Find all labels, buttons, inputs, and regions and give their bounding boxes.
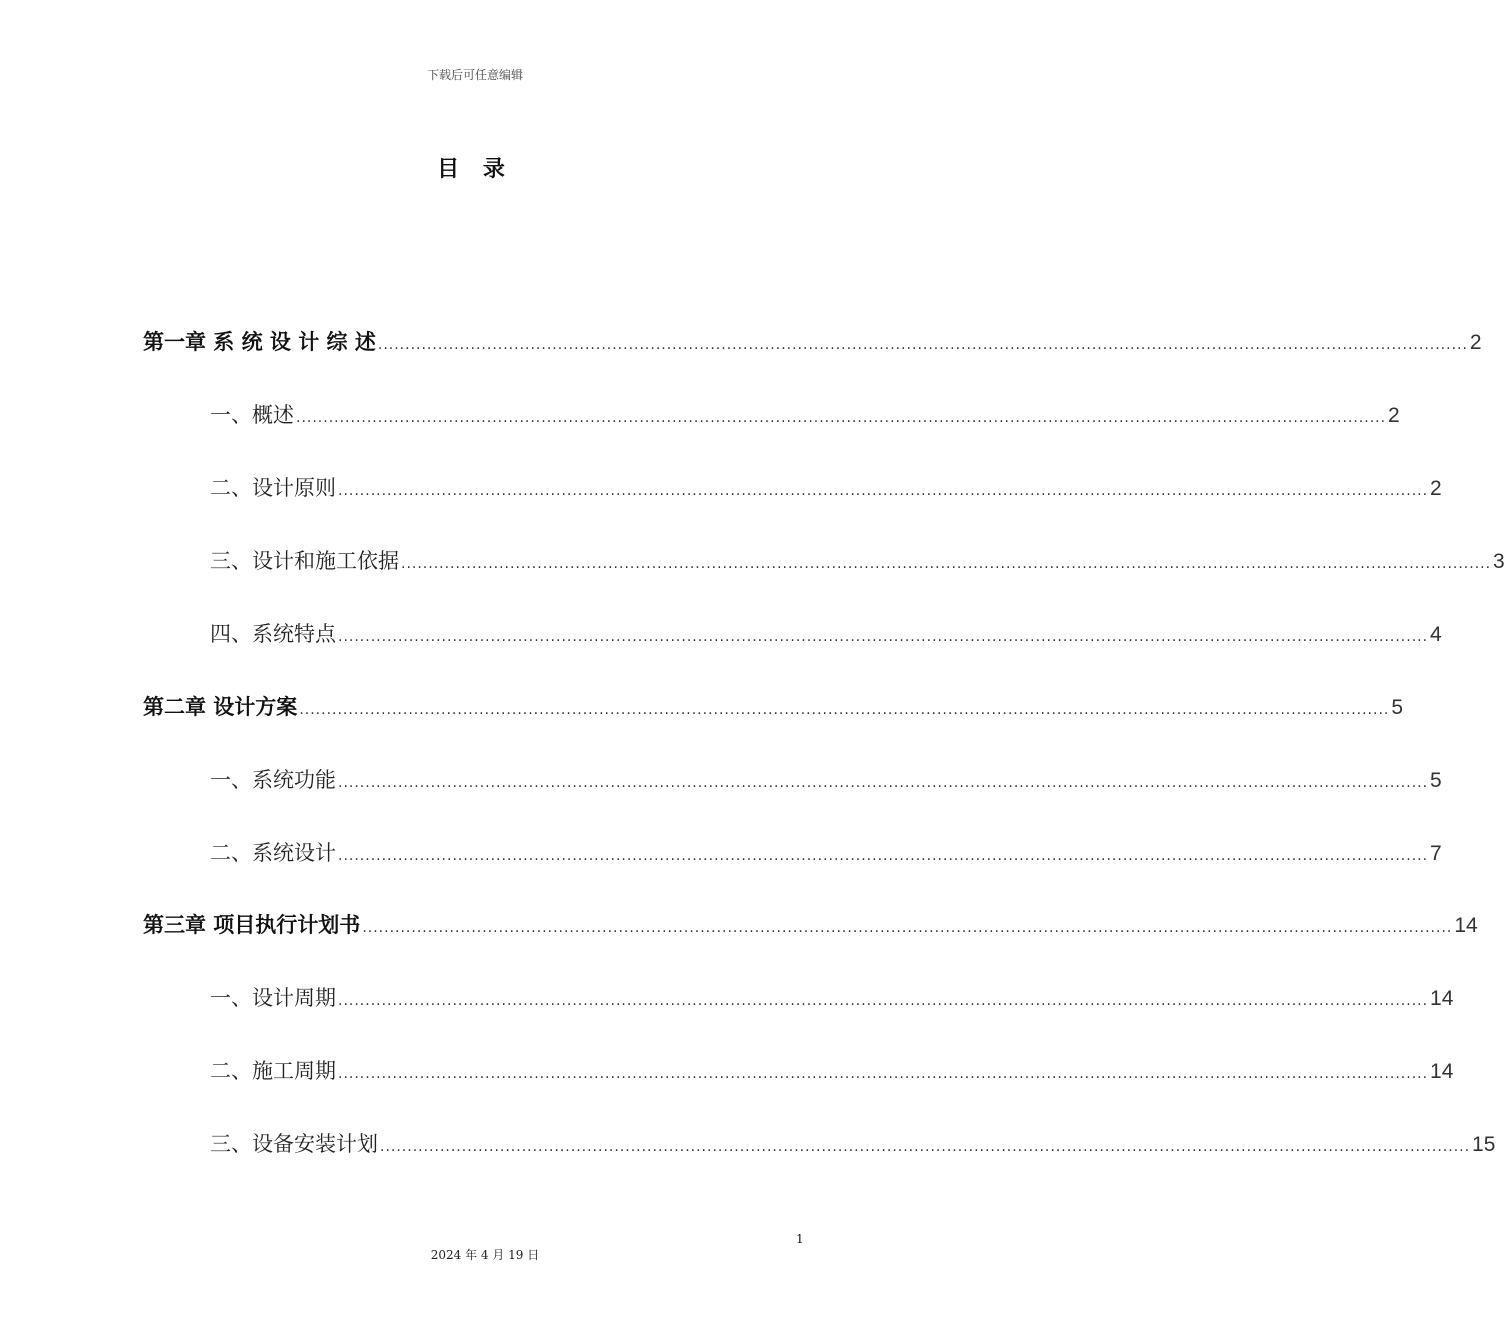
toc-entry-label: 第一章 系 统 设 计 综 述: [143, 330, 376, 354]
toc-entry-page: 3: [1493, 550, 1505, 573]
toc-entry-page: 15: [1472, 1133, 1496, 1156]
dot-leader: ........................................................................................................................................................................................................: [362, 920, 1453, 936]
toc-entry-page: 4: [1430, 623, 1442, 646]
dot-leader: ........................................................................................................................................................................................................: [338, 629, 1429, 645]
toc-entry-label: 二、设计原则: [210, 476, 336, 500]
toc-entry-label: 一、概述: [210, 403, 294, 427]
footer-date: 2024 年 4 月 19 日: [430, 1248, 540, 1262]
toc-entry-page: 2: [1469, 331, 1482, 354]
dot-leader: ........................................................................................................................................................................................................: [380, 1139, 1471, 1155]
toc-entry-label: 二、系统设计: [210, 841, 336, 865]
toc-entry-label: 三、设备安装计划: [210, 1132, 378, 1156]
toc-entry-section[interactable]: [210, 1124, 1496, 1164]
toc-entry-chapter-3[interactable]: [143, 905, 1478, 945]
toc-entry-page: 14: [1454, 914, 1478, 937]
dot-leader: ........................................................................................................................................................................................................: [296, 410, 1387, 426]
dot-leader: ........................................................................................................................................................................................................: [401, 556, 1492, 572]
toc-entry-section[interactable]: [210, 760, 1442, 800]
toc-entry-section[interactable]: [210, 833, 1442, 873]
toc-entry-page: 5: [1391, 696, 1404, 719]
toc-entry-label: 一、设计周期: [210, 986, 336, 1010]
toc-entry-section[interactable]: [210, 978, 1454, 1018]
toc-entry-section[interactable]: [210, 395, 1400, 435]
dot-leader: ........................................................................................................................................................................................................: [338, 483, 1429, 499]
toc-entry-page: 7: [1430, 842, 1442, 865]
toc-entry-section[interactable]: [210, 614, 1442, 654]
toc-entry-page: 14: [1430, 1060, 1454, 1083]
page-number: 1: [796, 1232, 804, 1246]
toc-entry-chapter-1[interactable]: [143, 322, 1482, 362]
dot-leader: ........................................................................................................................................................................................................: [338, 775, 1429, 791]
toc-entry-section[interactable]: [210, 1051, 1454, 1091]
toc-entry-label: 四、系统特点: [210, 622, 336, 646]
toc-entry-page: 5: [1430, 769, 1442, 792]
dot-leader: ........................................................................................................................................................................................................: [338, 848, 1429, 864]
toc-entry-page: 14: [1430, 987, 1454, 1010]
toc-entry-label: 第二章 设计方案: [143, 695, 298, 719]
toc-entry-chapter-2[interactable]: [143, 687, 1404, 727]
toc-entry-label: 二、施工周期: [210, 1059, 336, 1083]
toc-entry-page: 2: [1388, 404, 1400, 427]
toc-entry-page: 2: [1430, 477, 1442, 500]
toc-entry-label: 三、设计和施工依据: [210, 549, 399, 573]
dot-leader: ........................................................................................................................................................................................................: [338, 993, 1429, 1009]
dot-leader: ........................................................................................................................................................................................................: [299, 702, 1390, 718]
toc-title: 目 录: [437, 157, 513, 182]
toc-entry-label: 一、系统功能: [210, 768, 336, 792]
toc-entry-section[interactable]: [210, 468, 1442, 508]
dot-leader: ........................................................................................................................................................................................................: [338, 1066, 1429, 1082]
toc-entry-section[interactable]: [210, 541, 1505, 581]
header-note: 下载后可任意编辑: [426, 68, 523, 82]
dot-leader: ........................................................................................................................................................................................................: [377, 337, 1468, 353]
toc-entry-label: 第三章 项目执行计划书: [143, 913, 361, 937]
